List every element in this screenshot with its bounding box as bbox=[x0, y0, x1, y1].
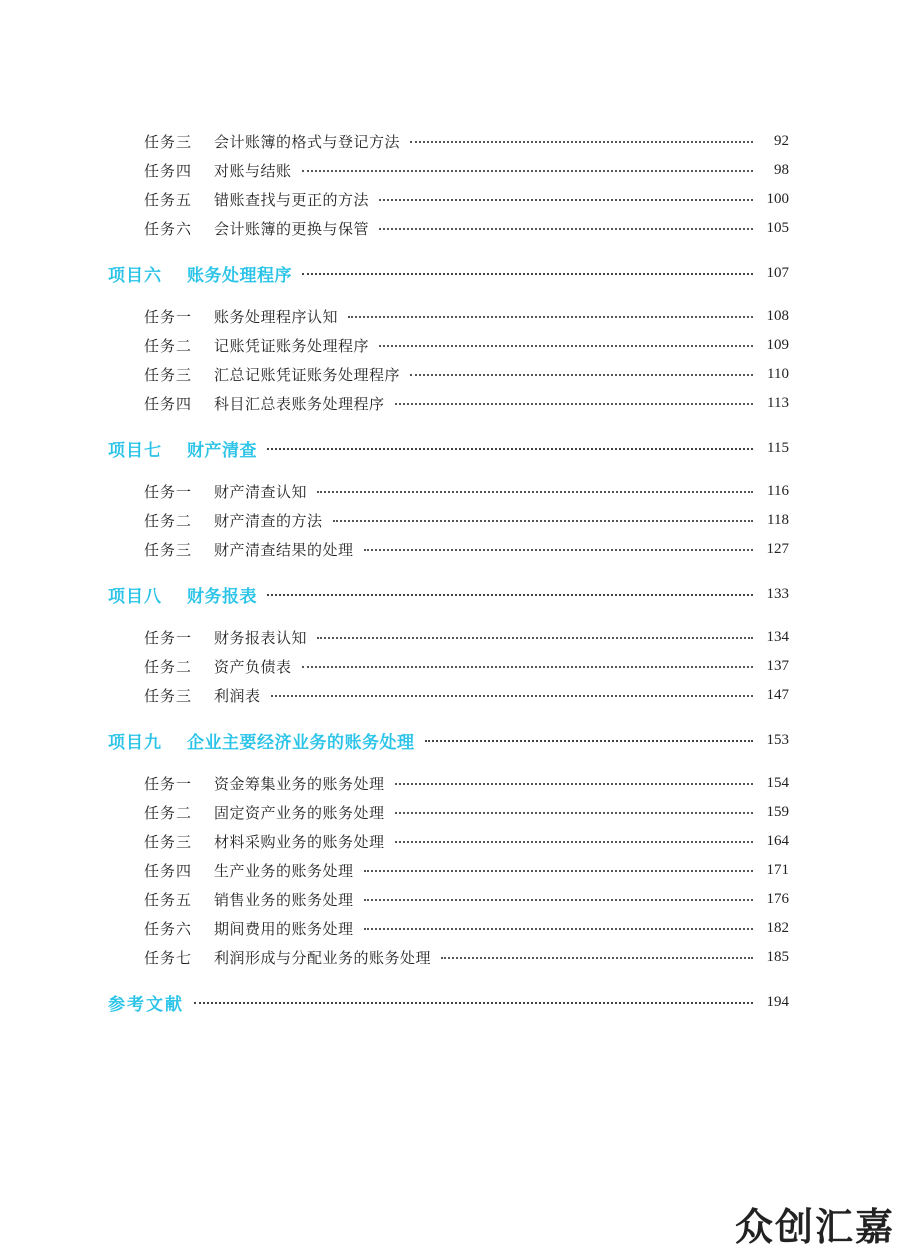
toc-entry-number: 任务四 bbox=[144, 161, 193, 180]
leader-dots bbox=[395, 783, 753, 785]
toc-entry-page: 147 bbox=[766, 686, 789, 703]
leader-dots bbox=[317, 637, 753, 639]
leader-dots bbox=[267, 594, 753, 596]
toc-entry-page: 182 bbox=[766, 919, 789, 936]
toc-entry-number: 任务三 bbox=[144, 686, 193, 705]
toc-entry-page: 127 bbox=[766, 540, 789, 557]
toc-entry-title: 资金筹集业务的账务处理 bbox=[214, 774, 385, 793]
toc-entry-title: 财务报表认知 bbox=[214, 628, 308, 647]
toc-entry-title: 销售业务的账务处理 bbox=[214, 890, 354, 909]
toc-entry-number: 任务一 bbox=[144, 774, 193, 793]
toc-entry bbox=[0, 363, 899, 385]
toc-entry-number: 任务三 bbox=[144, 832, 193, 851]
leader-dots bbox=[317, 491, 753, 493]
toc-entry-title: 汇总记账凭证账务处理程序 bbox=[214, 365, 401, 384]
toc-entry bbox=[0, 130, 899, 152]
leader-dots bbox=[379, 228, 753, 230]
toc-entry bbox=[0, 509, 899, 531]
toc-entry bbox=[0, 772, 899, 794]
toc-references-title: 参考文献 bbox=[108, 994, 184, 1015]
toc-entry-page: 164 bbox=[766, 832, 789, 849]
toc-entry-page: 118 bbox=[767, 511, 789, 528]
toc-entry bbox=[0, 188, 899, 210]
toc-entry-page: 107 bbox=[766, 264, 789, 281]
toc-entry-page: 115 bbox=[767, 439, 789, 456]
leader-dots bbox=[410, 374, 753, 376]
toc-entry bbox=[0, 217, 899, 239]
toc-entry-page: 109 bbox=[766, 336, 789, 353]
toc-entry-page: 154 bbox=[766, 774, 789, 791]
toc-entry-number: 任务二 bbox=[144, 511, 193, 530]
toc-entry bbox=[0, 655, 899, 677]
leader-dots bbox=[271, 695, 753, 697]
leader-dots bbox=[333, 520, 753, 522]
toc-entry bbox=[0, 480, 899, 502]
toc-entry-number: 任务五 bbox=[144, 890, 193, 909]
watermark-logo: 众创汇嘉 bbox=[734, 1205, 895, 1249]
toc-project-heading bbox=[0, 727, 899, 753]
toc-entry-number: 任务三 bbox=[144, 540, 193, 559]
leader-dots bbox=[364, 928, 753, 930]
toc-entry-number: 任务三 bbox=[144, 365, 193, 384]
toc-entry-page: 133 bbox=[766, 585, 789, 602]
toc-entry bbox=[0, 917, 899, 939]
toc-entry bbox=[0, 859, 899, 881]
toc-entry-page: 171 bbox=[766, 861, 789, 878]
toc-entry bbox=[0, 392, 899, 414]
toc-entry bbox=[0, 801, 899, 823]
toc-entry-title: 利润形成与分配业务的账务处理 bbox=[214, 948, 432, 967]
toc-project-number: 项目九 bbox=[108, 732, 162, 753]
toc-project-heading bbox=[0, 435, 899, 461]
toc-entry-number: 任务四 bbox=[144, 861, 193, 880]
toc-entry-number: 任务一 bbox=[144, 307, 193, 326]
toc-entry-page: 159 bbox=[766, 803, 789, 820]
leader-dots bbox=[410, 141, 753, 143]
toc-entry-page: 134 bbox=[766, 628, 789, 645]
leader-dots bbox=[364, 870, 753, 872]
leader-dots bbox=[348, 316, 753, 318]
toc-entry bbox=[0, 946, 899, 968]
leader-dots bbox=[302, 170, 753, 172]
toc-entry-title: 会计账簿的更换与保管 bbox=[214, 219, 370, 238]
leader-dots bbox=[379, 199, 753, 201]
toc-entry-page: 153 bbox=[766, 731, 789, 748]
toc-entry-page: 194 bbox=[766, 993, 789, 1010]
leader-dots bbox=[379, 345, 753, 347]
leader-dots bbox=[425, 740, 754, 742]
toc-entry-page: 100 bbox=[766, 190, 789, 207]
toc-entry-page: 176 bbox=[766, 890, 789, 907]
toc-entry-title: 固定资产业务的账务处理 bbox=[214, 803, 385, 822]
toc-entry-page: 98 bbox=[774, 161, 789, 178]
toc-project-title: 账务处理程序 bbox=[187, 265, 292, 286]
toc-entry-title: 材料采购业务的账务处理 bbox=[214, 832, 385, 851]
toc-entry-page: 116 bbox=[767, 482, 789, 499]
toc-entry-number: 任务一 bbox=[144, 482, 193, 501]
leader-dots bbox=[302, 273, 753, 275]
toc-entry bbox=[0, 888, 899, 910]
toc-entry-page: 113 bbox=[767, 394, 789, 411]
leader-dots bbox=[267, 448, 753, 450]
toc-entry bbox=[0, 684, 899, 706]
toc-entry-title: 账务处理程序认知 bbox=[214, 307, 339, 326]
toc-entry-title: 期间费用的账务处理 bbox=[214, 919, 354, 938]
leader-dots bbox=[194, 1002, 753, 1004]
toc-entry-page: 105 bbox=[766, 219, 789, 236]
toc-entry bbox=[0, 626, 899, 648]
toc-entry-number: 任务四 bbox=[144, 394, 193, 413]
toc-entry-title: 财产清查结果的处理 bbox=[214, 540, 354, 559]
toc-entry-number: 任务一 bbox=[144, 628, 193, 647]
toc-entry-page: 137 bbox=[766, 657, 789, 674]
leader-dots bbox=[364, 549, 753, 551]
toc-entry-page: 108 bbox=[766, 307, 789, 324]
toc-entry-page: 185 bbox=[766, 948, 789, 965]
toc-entry-number: 任务二 bbox=[144, 657, 193, 676]
toc-project-heading bbox=[0, 260, 899, 286]
toc-entry-title: 财产清查的方法 bbox=[214, 511, 323, 530]
toc-entry-number: 任务三 bbox=[144, 132, 193, 151]
toc-entry-title: 利润表 bbox=[214, 686, 261, 705]
toc-entry-title: 对账与结账 bbox=[214, 161, 292, 180]
leader-dots bbox=[395, 812, 753, 814]
toc-entry bbox=[0, 159, 899, 181]
toc-entry bbox=[0, 334, 899, 356]
toc-entry-title: 记账凭证账务处理程序 bbox=[214, 336, 370, 355]
toc-entry bbox=[0, 305, 899, 327]
toc-project-heading bbox=[0, 581, 899, 607]
toc-entry-page: 110 bbox=[767, 365, 789, 382]
toc-entry bbox=[0, 830, 899, 852]
toc-entry-title: 错账查找与更正的方法 bbox=[214, 190, 370, 209]
toc-project-number: 项目六 bbox=[108, 265, 162, 286]
toc-project-number: 项目八 bbox=[108, 586, 162, 607]
leader-dots bbox=[441, 957, 753, 959]
toc-entry bbox=[0, 538, 899, 560]
toc-entry-number: 任务六 bbox=[144, 219, 193, 238]
toc-entry-title: 财产清查认知 bbox=[214, 482, 308, 501]
toc-entry-number: 任务二 bbox=[144, 336, 193, 355]
toc-entry-number: 任务七 bbox=[144, 948, 193, 967]
toc-project-title: 财务报表 bbox=[187, 586, 257, 607]
toc-entry-page: 92 bbox=[774, 132, 789, 149]
toc-references-heading bbox=[0, 989, 899, 1015]
toc-entry-number: 任务五 bbox=[144, 190, 193, 209]
toc-entry-title: 生产业务的账务处理 bbox=[214, 861, 354, 880]
toc-project-title: 财产清查 bbox=[187, 440, 257, 461]
toc-entry-title: 科目汇总表账务处理程序 bbox=[214, 394, 385, 413]
leader-dots bbox=[395, 841, 753, 843]
toc-entry-title: 会计账簿的格式与登记方法 bbox=[214, 132, 401, 151]
leader-dots bbox=[395, 403, 753, 405]
toc-entry-title: 资产负债表 bbox=[214, 657, 292, 676]
toc-entry-number: 任务六 bbox=[144, 919, 193, 938]
toc-entry-number: 任务二 bbox=[144, 803, 193, 822]
toc-project-title: 企业主要经济业务的账务处理 bbox=[187, 732, 415, 753]
leader-dots bbox=[364, 899, 753, 901]
leader-dots bbox=[302, 666, 753, 668]
toc-project-number: 项目七 bbox=[108, 440, 162, 461]
